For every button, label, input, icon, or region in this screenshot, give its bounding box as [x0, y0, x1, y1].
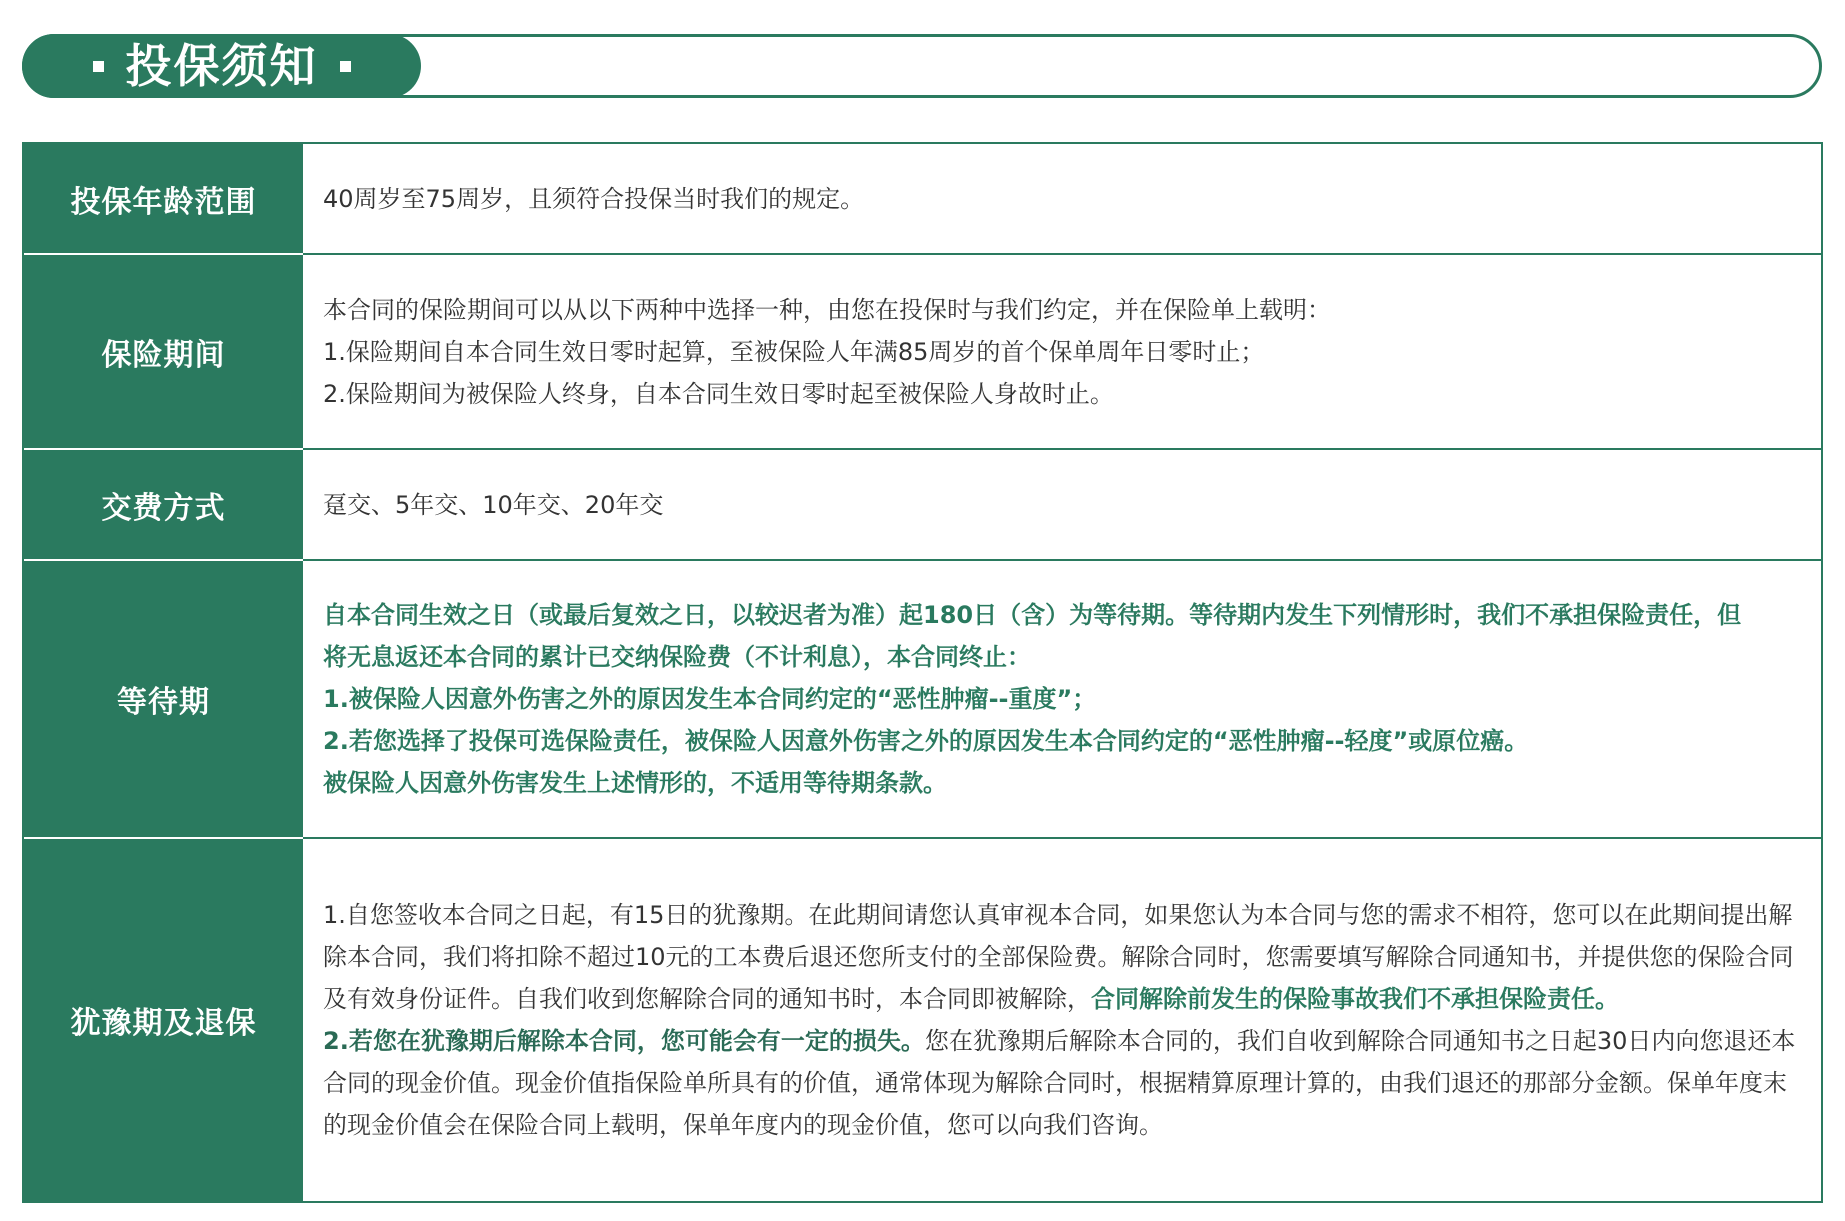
row-label-age: 投保年龄范围: [24, 144, 303, 255]
notice-table: [22, 142, 1823, 1203]
square-bullet-icon: [93, 61, 104, 72]
period-line: 1.保险期间自本合同生效日零时起算，至被保险人年满85周岁的首个保单周年日零时止；: [323, 337, 1265, 366]
square-bullet-icon: [340, 61, 351, 72]
cooling-p1-emphasis: 合同解除前发生的保险事故我们不承担保险责任。: [1091, 985, 1619, 1013]
period-line: 本合同的保险期间可以从以下两种中选择一种，由您在投保时与我们约定，并在保险单上载明：: [323, 295, 1331, 324]
payment-text: 趸交、5年交、10年交、20年交: [323, 490, 664, 519]
section-banner: [22, 34, 1822, 98]
page-title: 投保须知: [125, 39, 318, 93]
age-text: 40周岁至75周岁，且须符合投保当时我们的规定。: [323, 184, 865, 213]
table-row-cooling: [24, 839, 1821, 1201]
waiting-line: 被保险人因意外伤害发生上述情形的，不适用等待期条款。: [323, 769, 947, 797]
cooling-paragraph-2: [323, 1020, 1801, 1146]
row-content-waiting: [303, 561, 1821, 837]
row-label-payment: 交费方式: [24, 450, 303, 561]
waiting-line: 2.若您选择了投保可选保险责任，被保险人因意外伤害之外的原因发生本合同约定的“恶性肿瘤--轻度”或原位癌。: [323, 727, 1529, 755]
cooling-p2-emphasis: 2.若您在犹豫期后解除本合同，您可能会有一定的损失。: [323, 1027, 925, 1055]
cooling-p2-text: 您在犹豫期后解除本合同的，我们自收到解除合同通知书之日起30日内向您退还本合同的现金价值。现金价值指保险单所具有的价值，通常体现为解除合同时，根据精算原理计算的，由我们退还的那部分金额。保单年度末的现金价值会在保险合同上载明，保单年度内的现金价值，您可以向我们咨询。: [323, 1027, 1796, 1139]
table-row-period: [24, 255, 1821, 450]
waiting-line: 自本合同生效之日（或最后复效之日，以较迟者为准）起180日（含）为等待期。等待期内发生下列情形时，我们不承担保险责任，但: [323, 601, 1742, 629]
row-label-cooling: 犹豫期及退保: [24, 839, 303, 1201]
table-row-payment: [24, 450, 1821, 561]
row-label-period: 保险期间: [24, 255, 303, 450]
cooling-p1-text: 1.自您签收本合同之日起，有15日的犹豫期。在此期间请您认真审视本合同，如果您认为本合同与您的需求不相符，您可以在此期间提出解除本合同，我们将扣除不超过10元的工本费后退还您所支付的全部保险费。解除合同时，您需要填写解除合同通知书，并提供您的保险合同及有效身份证件。自我们收到您解除合同的通知书时，本合同即被解除，: [323, 901, 1794, 1013]
row-content-payment: [303, 450, 1821, 559]
row-label-waiting: 等待期: [24, 561, 303, 839]
row-content-period: [303, 255, 1821, 448]
row-content-age: [303, 144, 1821, 253]
period-line: 2.保险期间为被保险人终身，自本合同生效日零时起至被保险人身故时止。: [323, 379, 1114, 408]
cooling-paragraph-1: [323, 894, 1801, 1020]
banner-title-pill: [22, 34, 421, 98]
waiting-line: 1.被保险人因意外伤害之外的原因发生本合同约定的“恶性肿瘤--重度”；: [323, 685, 1097, 713]
table-row-waiting: [24, 561, 1821, 839]
row-content-cooling: [303, 839, 1821, 1201]
table-row-age: [24, 144, 1821, 255]
waiting-line: 将无息返还本合同的累计已交纳保险费（不计利息），本合同终止：: [323, 643, 1031, 671]
